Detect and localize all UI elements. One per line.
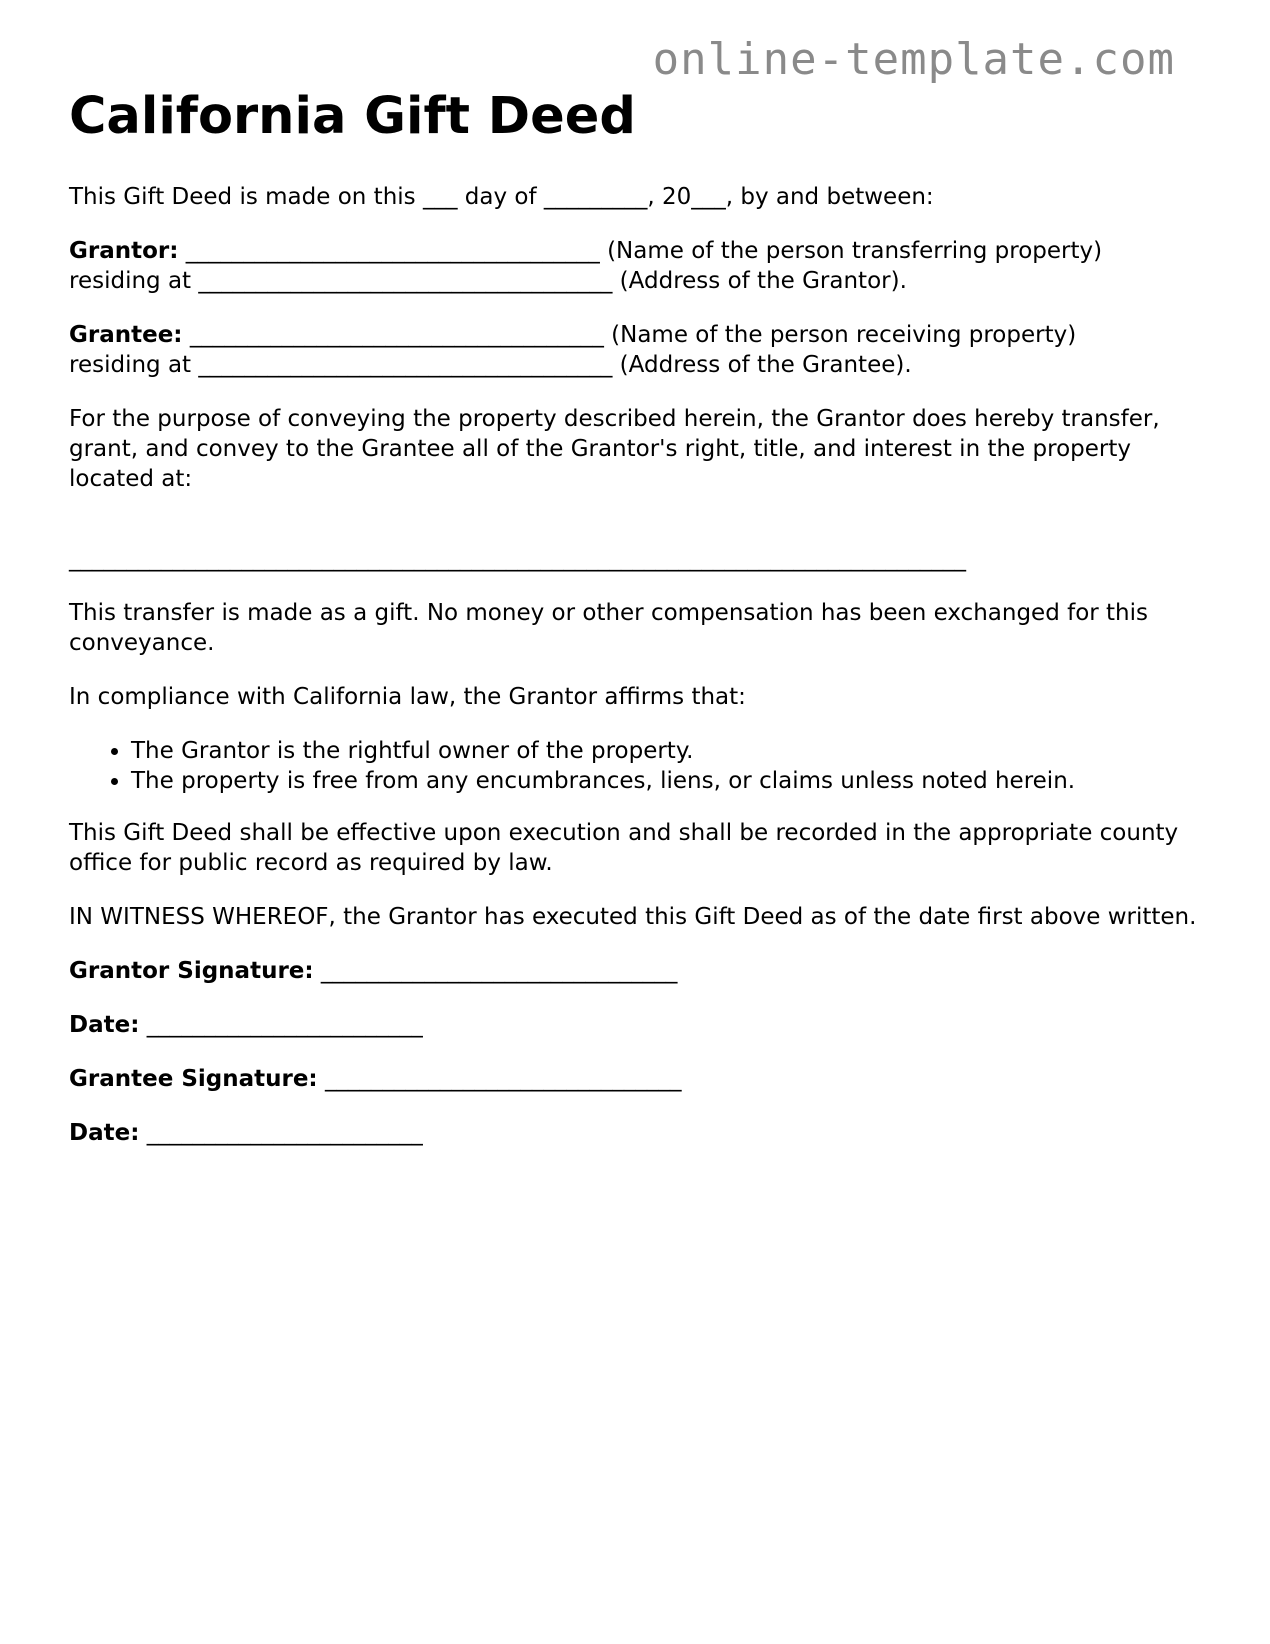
- grantee-address-line: residing at ____________________________________ (Address of the Grantee).: [69, 352, 912, 378]
- grantor-date-row: [69, 1010, 1199, 1040]
- compliance-paragraph: In compliance with California law, the Grantor affirms that:: [69, 684, 746, 710]
- date-label: Date:: [69, 1120, 140, 1146]
- grantee-signature-row: [69, 1064, 1199, 1094]
- grantee-signature-label: Grantee Signature:: [69, 1066, 318, 1092]
- list-item: • The property is free from any encumbrances, liens, or claims unless noted herein.: [131, 766, 1199, 796]
- grantee-name-line: ____________________________________ (Name of the person receiving property): [182, 322, 1077, 348]
- grantee-section: [69, 320, 1199, 380]
- effective-paragraph: This Gift Deed shall be effective upon execution and shall be recorded in the appropriate county office for public record as required by law.: [69, 820, 1179, 876]
- grantor-name-line: ____________________________________ (Name of the person transferring property): [178, 238, 1103, 264]
- date-label: Date:: [69, 1012, 140, 1038]
- grantor-signature-row: [69, 956, 1199, 986]
- witness-paragraph: IN WITNESS WHEREOF, the Grantor has executed this Gift Deed as of the date first above written.: [69, 904, 1197, 930]
- conveyance-paragraph: For the purpose of conveying the property described herein, the Grantor does hereby transfer, grant, and convey to the Grantee all of the Grantor's right, title, and interest in the property located at:: [69, 406, 1160, 492]
- grantor-signature-line: _______________________________: [313, 958, 678, 984]
- grantor-label: Grantor:: [69, 238, 179, 264]
- affirmations-list: [69, 736, 1199, 796]
- grantee-signature-line: _______________________________: [317, 1066, 682, 1092]
- page-title: California Gift Deed: [69, 87, 636, 146]
- grantor-section: [69, 236, 1199, 296]
- property-address-line: ______________________________________________________________________________: [69, 546, 966, 572]
- grantee-label: Grantee:: [69, 322, 183, 348]
- watermark: online-template.com: [652, 34, 1175, 85]
- grantee-date-row: [69, 1118, 1199, 1148]
- grantor-address-line: residing at ____________________________________ (Address of the Grantor).: [69, 268, 907, 294]
- gift-paragraph: This transfer is made as a gift. No money or other compensation has been exchanged for this conveyance.: [69, 600, 1149, 656]
- document-page: [69, 86, 1199, 1172]
- intro-paragraph: This Gift Deed is made on this ___ day of _________, 20___, by and between:: [69, 184, 934, 210]
- date-line: ________________________: [139, 1120, 423, 1146]
- grantor-signature-label: Grantor Signature:: [69, 958, 314, 984]
- list-item: • The Grantor is the rightful owner of the property.: [131, 736, 1199, 766]
- date-line: ________________________: [139, 1012, 423, 1038]
